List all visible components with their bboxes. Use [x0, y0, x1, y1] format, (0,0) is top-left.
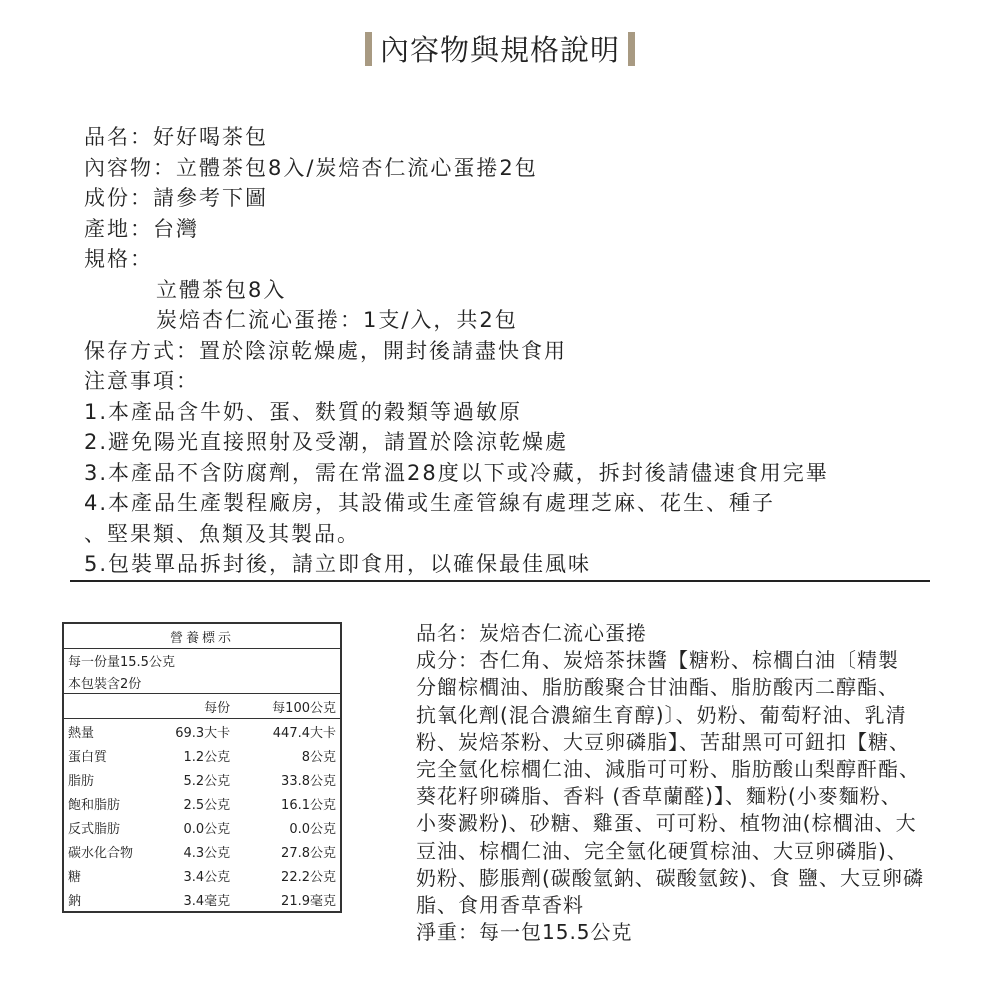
info-line-contents: 內容物：立體茶包8入/炭焙杏仁流心蛋捲2包 [84, 155, 538, 180]
note-line-2: 2.避免陽光直接照射及受潮，請置於陰涼乾燥處 [84, 430, 569, 454]
serving-size: 每一份量15.5公克 [68, 654, 175, 670]
nutrient-per-100g: 21.9毫克 [281, 893, 336, 909]
info-line-storage: 保存方式：置於陰涼乾燥處，開封後請盡快食用 [84, 338, 567, 363]
info-line-ingredients: 成份：請參考下圖 [84, 186, 268, 210]
title-right-bar [628, 32, 635, 66]
nutrient-per-100g: 22.2公克 [281, 869, 336, 885]
nutrient-per-100g: 33.8公克 [281, 773, 336, 789]
desc-line-net-weight: 淨重：每一包15.5公克 [416, 920, 633, 945]
nutrition-table [62, 622, 342, 913]
col-header-per-serving: 每份 [159, 694, 234, 719]
nutrient-per-serving: 3.4毫克 [183, 893, 231, 909]
nutrient-per-serving: 3.4公克 [183, 869, 231, 885]
nutrient-name: 脂肪 [68, 773, 95, 789]
table-row [63, 839, 341, 863]
nutrient-per-serving: 0.0公克 [183, 821, 231, 837]
table-row [63, 791, 341, 815]
info-line-origin: 產地：台灣 [84, 216, 199, 241]
desc-line: 成分：杏仁角、炭焙茶抹醬【糖粉、棕櫚白油〔精製 [416, 648, 899, 673]
nutrient-per-serving: 2.5公克 [183, 797, 231, 813]
desc-line: 小麥澱粉)、砂糖、雞蛋、可可粉、植物油(棕櫚油、大 [416, 811, 917, 836]
nutrient-per-serving: 69.3大卡 [175, 725, 231, 741]
nutrient-name: 反式脂肪 [68, 821, 121, 837]
info-line-notes-heading: 注意事項： [84, 369, 199, 393]
nutrient-per-100g: 8公克 [301, 749, 336, 765]
table-row [63, 719, 341, 744]
nutrient-name: 蛋白質 [68, 749, 108, 765]
nutrient-name: 糖 [68, 869, 82, 885]
note-line-1: 1.本產品含牛奶、蛋、麩質的穀類等過敏原 [84, 399, 523, 424]
nutrition-header: 營養標示 [63, 623, 341, 649]
note-line-3: 3.本產品不含防腐劑，需在常溫28度以下或冷藏，拆封後請儘速食用完畢 [84, 460, 829, 485]
info-line-name: 品名：好好喝茶包 [84, 125, 268, 149]
nutrient-per-serving: 4.3公克 [183, 845, 231, 861]
nutrient-per-100g: 0.0公克 [289, 821, 336, 837]
nutrient-per-100g: 447.4大卡 [272, 725, 336, 741]
desc-line: 奶粉、膨脹劑(碳酸氫鈉、碳酸氫銨)、食 鹽、大豆卵磷 [416, 865, 924, 890]
desc-line: 脂、食用香草香料 [416, 893, 584, 918]
title-left-bar [365, 32, 372, 66]
info-line-spec: 規格： [84, 247, 153, 271]
page-title: 內容物與規格說明 [379, 33, 620, 67]
servings-per-pack: 本包裝含2份 [63, 671, 341, 694]
table-row [63, 815, 341, 839]
note-line-5: 5.包裝單品拆封後，請立即食用，以確保最佳風味 [84, 552, 592, 576]
col-header-per-100g: 每100公克 [234, 694, 341, 719]
section-divider [70, 580, 930, 582]
note-line-4: 4.本產品生產製程廠房，其設備或生產管線有處理芝麻、花生、種子 [84, 491, 776, 515]
table-row [63, 887, 341, 912]
nutrient-name: 熱量 [68, 725, 95, 741]
table-row [63, 743, 341, 767]
nutrient-per-100g: 27.8公克 [281, 845, 336, 861]
nutrient-per-serving: 5.2公克 [183, 773, 231, 789]
table-row [63, 863, 341, 887]
desc-line: 豆油、棕櫚仁油、完全氫化硬質棕油、大豆卵磷脂)、 [416, 838, 908, 863]
table-row [63, 767, 341, 791]
nutrient-name: 鈉 [68, 893, 82, 909]
desc-line: 完全氫化棕櫚仁油、減脂可可粉、脂肪酸山梨醇酐酯、 [416, 757, 920, 782]
desc-line: 抗氧化劑(混合濃縮生育醇)〕、奶粉、葡萄籽油、乳清 [416, 702, 907, 727]
desc-line: 品名：炭焙杏仁流心蛋捲 [416, 621, 647, 645]
product-description [416, 620, 976, 946]
nutrient-per-serving: 1.2公克 [183, 749, 231, 765]
desc-line: 葵花籽卵磷脂、香料 (香草蘭醛)】、麵粉(小麥麵粉、 [416, 784, 902, 809]
product-info [84, 122, 829, 580]
desc-line: 粉、炭焙茶粉、大豆卵磷脂】、苦甜黑可可鈕扣【糖、 [416, 729, 910, 754]
spec-line-rolls: 炭焙杏仁流心蛋捲：1支/入，共2包 [156, 308, 518, 332]
desc-line: 分餾棕櫚油、脂肪酸聚合甘油酯、脂肪酸丙二醇酯、 [416, 675, 899, 700]
note-line-4-cont: 、堅果類、魚類及其製品。 [84, 521, 360, 546]
page-title-block [0, 28, 1000, 69]
spec-line-tea: 立體茶包8入 [156, 277, 287, 302]
nutrient-name: 飽和脂肪 [68, 797, 121, 813]
nutrient-per-100g: 16.1公克 [281, 797, 336, 813]
nutrient-name: 碳水化合物 [68, 845, 134, 861]
col-header-blank [63, 694, 159, 719]
